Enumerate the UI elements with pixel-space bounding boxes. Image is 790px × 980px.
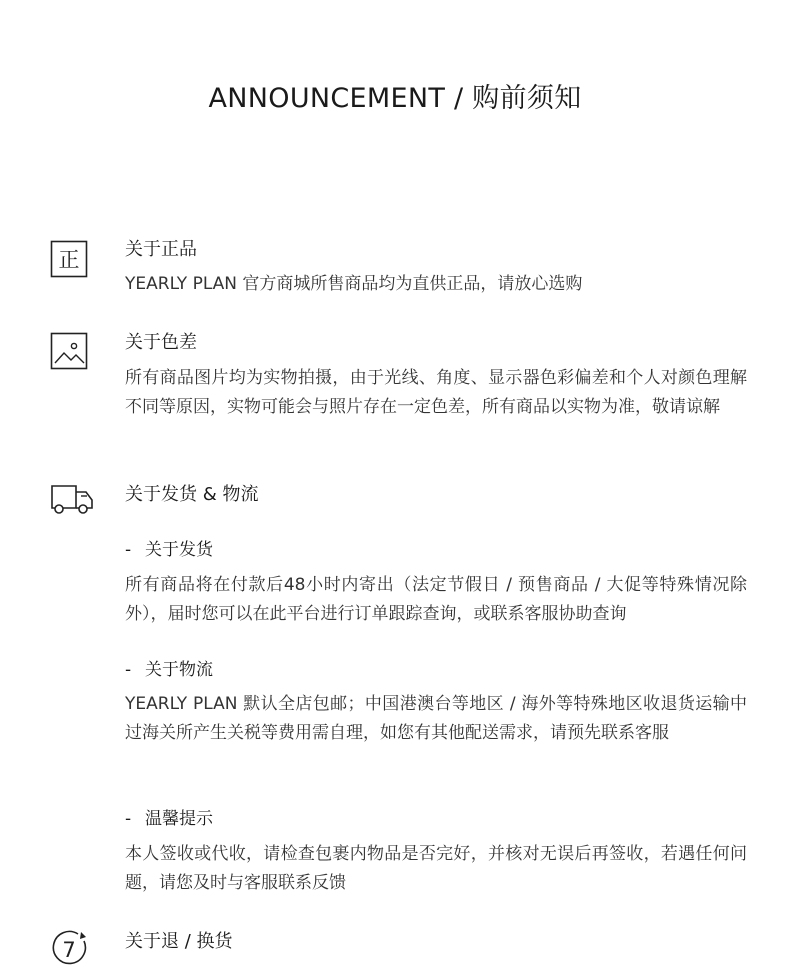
delivery-truck-icon [50,482,94,522]
section-title-color: 关于色差 [125,332,197,353]
sub-title-delivery [125,538,213,562]
section-title-returns: 关于退 / 换货 [125,931,233,952]
seven-day-return-icon [50,929,90,969]
section-text-color: 所有商品图片均为实物拍摄，由于光线、角度、显示器色彩偏差和个人对颜色理解不同等原因，实物可能会与照片存在一定色差，所有商品以实物为准，敬请谅解 [125,368,747,417]
page-title: ANNOUNCEMENT / 购前须知 [208,83,582,114]
returns-icon-char: 7 [62,938,76,962]
sub-title-logistics-label: 关于物流 [145,660,213,680]
sub-text-delivery: 所有商品将在付款后48小时内寄出（法定节假日 / 预售商品 / 大促等特殊情况除外），届时您可以在此平台进行订单跟踪查询，或联系客服协助查询 [125,575,747,624]
sub-title-tip [125,807,213,831]
authentic-zheng-icon [50,240,90,280]
dash-mark: - [125,809,132,829]
section-text-authentic: YEARLY PLAN 官方商城所售商品均为直供正品，请放心选购 [125,274,583,294]
dash-mark: - [125,660,132,680]
sub-title-delivery-label: 关于发货 [145,540,213,560]
section-title-authentic: 关于正品 [125,239,197,260]
sub-title-logistics [125,658,213,682]
sub-title-tip-label: 温馨提示 [145,809,213,829]
image-picture-icon [50,332,90,372]
sub-text-logistics: YEARLY PLAN 默认全店包邮；中国港澳台等地区 / 海外等特殊地区收退货运输中过海关所产生关税等费用需自理，如您有其他配送需求，请预先联系客服 [125,694,747,743]
sub-text-tip: 本人签收或代收，请检查包裹内物品是否完好，并核对无误后再签收，若遇任何问题，请您及时与客服联系反馈 [125,844,747,893]
section-title-shipping: 关于发货 & 物流 [125,484,259,505]
authentic-icon-char: 正 [58,248,80,272]
dash-mark: - [125,540,132,560]
